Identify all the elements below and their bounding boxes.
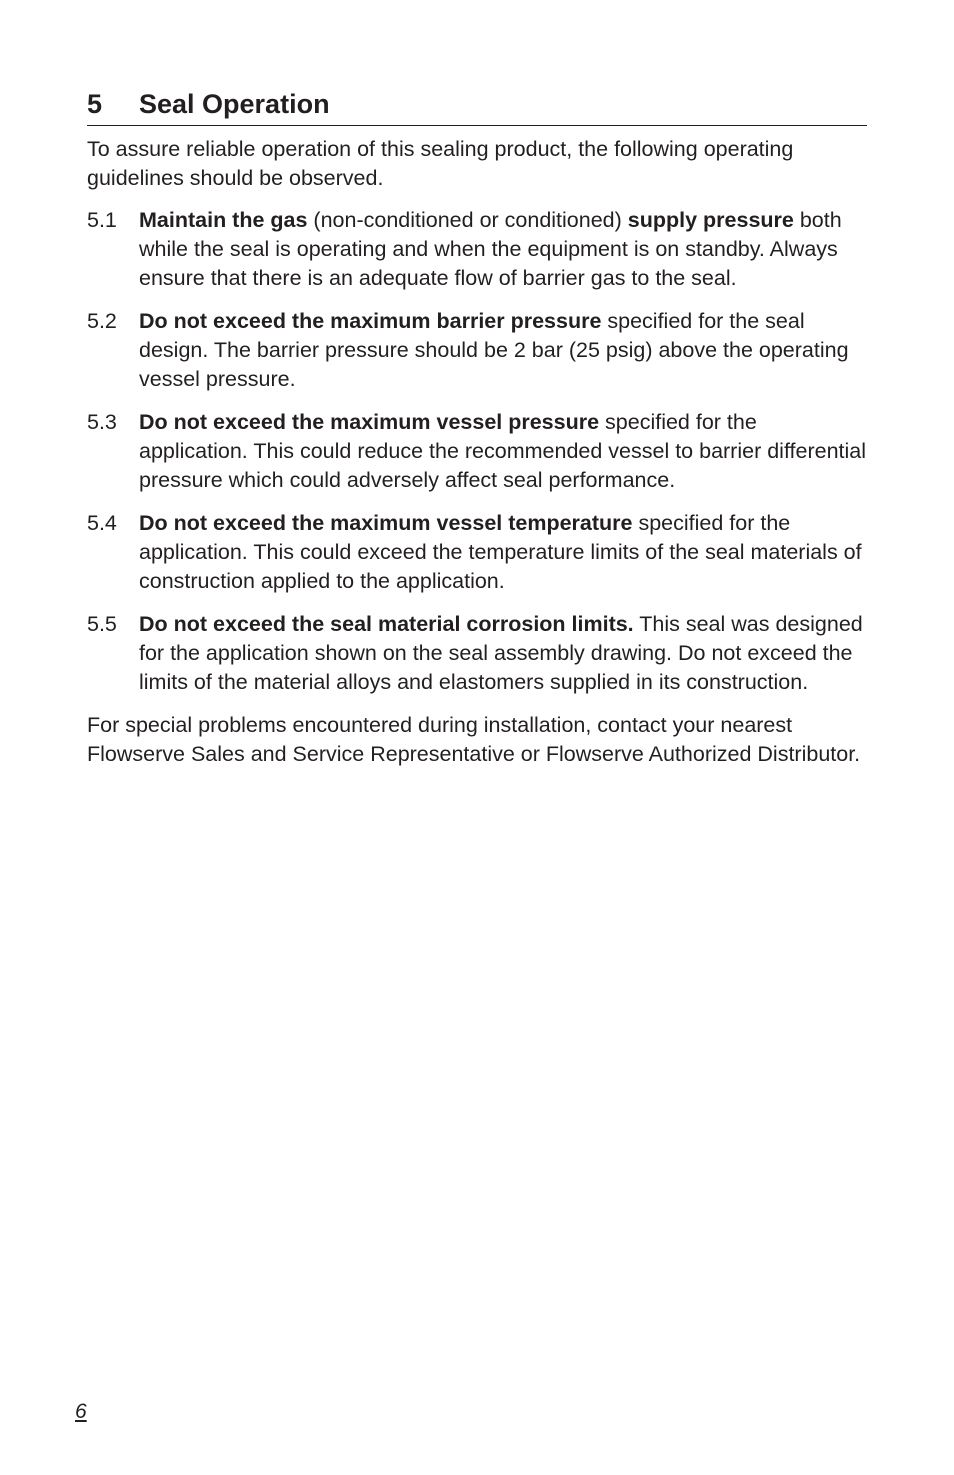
guideline-item-5-3 (87, 408, 867, 495)
item-bold-lead: Do not exceed the maximum barrier pressure (139, 309, 602, 333)
item-body: specified for the seal design. The barrier pressure should be 2 bar (25 psig) above the operating vessel pressure. (139, 309, 849, 391)
guideline-item-5-2 (87, 307, 867, 394)
item-bold-emphasis: supply pressure (627, 208, 794, 232)
closing-paragraph: For special problems encountered during installation, contact your nearest Flowserve Sales and Service Representative or Flowserve Authorized Distributor. (87, 713, 861, 766)
intro-paragraph: To assure reliable operation of this sealing product, the following operating guidelines should be observed. (87, 137, 794, 190)
item-text (139, 408, 867, 495)
document-page (87, 86, 867, 769)
page-number: 6 (75, 1400, 87, 1423)
item-bold-lead: Do not exceed the maximum vessel temperature (139, 511, 633, 535)
item-text (139, 610, 867, 697)
item-bold-lead: Maintain the gas (139, 208, 308, 232)
item-bold-lead: Do not exceed the maximum vessel pressure (139, 410, 600, 434)
item-body: both while the seal is operating and when the equipment is on standby. Always ensure that there is an adequate flow of barrier gas to the seal. (139, 208, 842, 290)
item-body: This seal was designed for the application shown on the seal assembly drawing. Do not exceed the limits of the material alloys and elastomers supplied in its construction. (139, 612, 863, 694)
item-number: 5.2 (87, 309, 117, 333)
item-number: 5.3 (87, 410, 117, 434)
item-number: 5.5 (87, 612, 117, 636)
section-number: 5 (87, 89, 103, 119)
item-body: (non-conditioned or conditioned) (307, 208, 628, 232)
item-text (139, 509, 867, 596)
guideline-item-5-5 (87, 610, 867, 697)
section-title: Seal Operation (139, 89, 330, 119)
guideline-item-5-4 (87, 509, 867, 596)
item-text (139, 206, 867, 293)
item-number: 5.1 (87, 208, 117, 232)
item-bold-lead: Do not exceed the seal material corrosion limits. (139, 612, 634, 636)
item-body: specified for the application. This could exceed the temperature limits of the seal materials of construction applied to the application. (139, 511, 862, 593)
item-number: 5.4 (87, 511, 117, 535)
item-text (139, 307, 867, 394)
guideline-item-5-1 (87, 206, 867, 293)
section-heading (87, 86, 867, 126)
item-body: specified for the application. This could reduce the recommended vessel to barrier differential pressure which could adversely affect seal performance. (139, 410, 867, 492)
